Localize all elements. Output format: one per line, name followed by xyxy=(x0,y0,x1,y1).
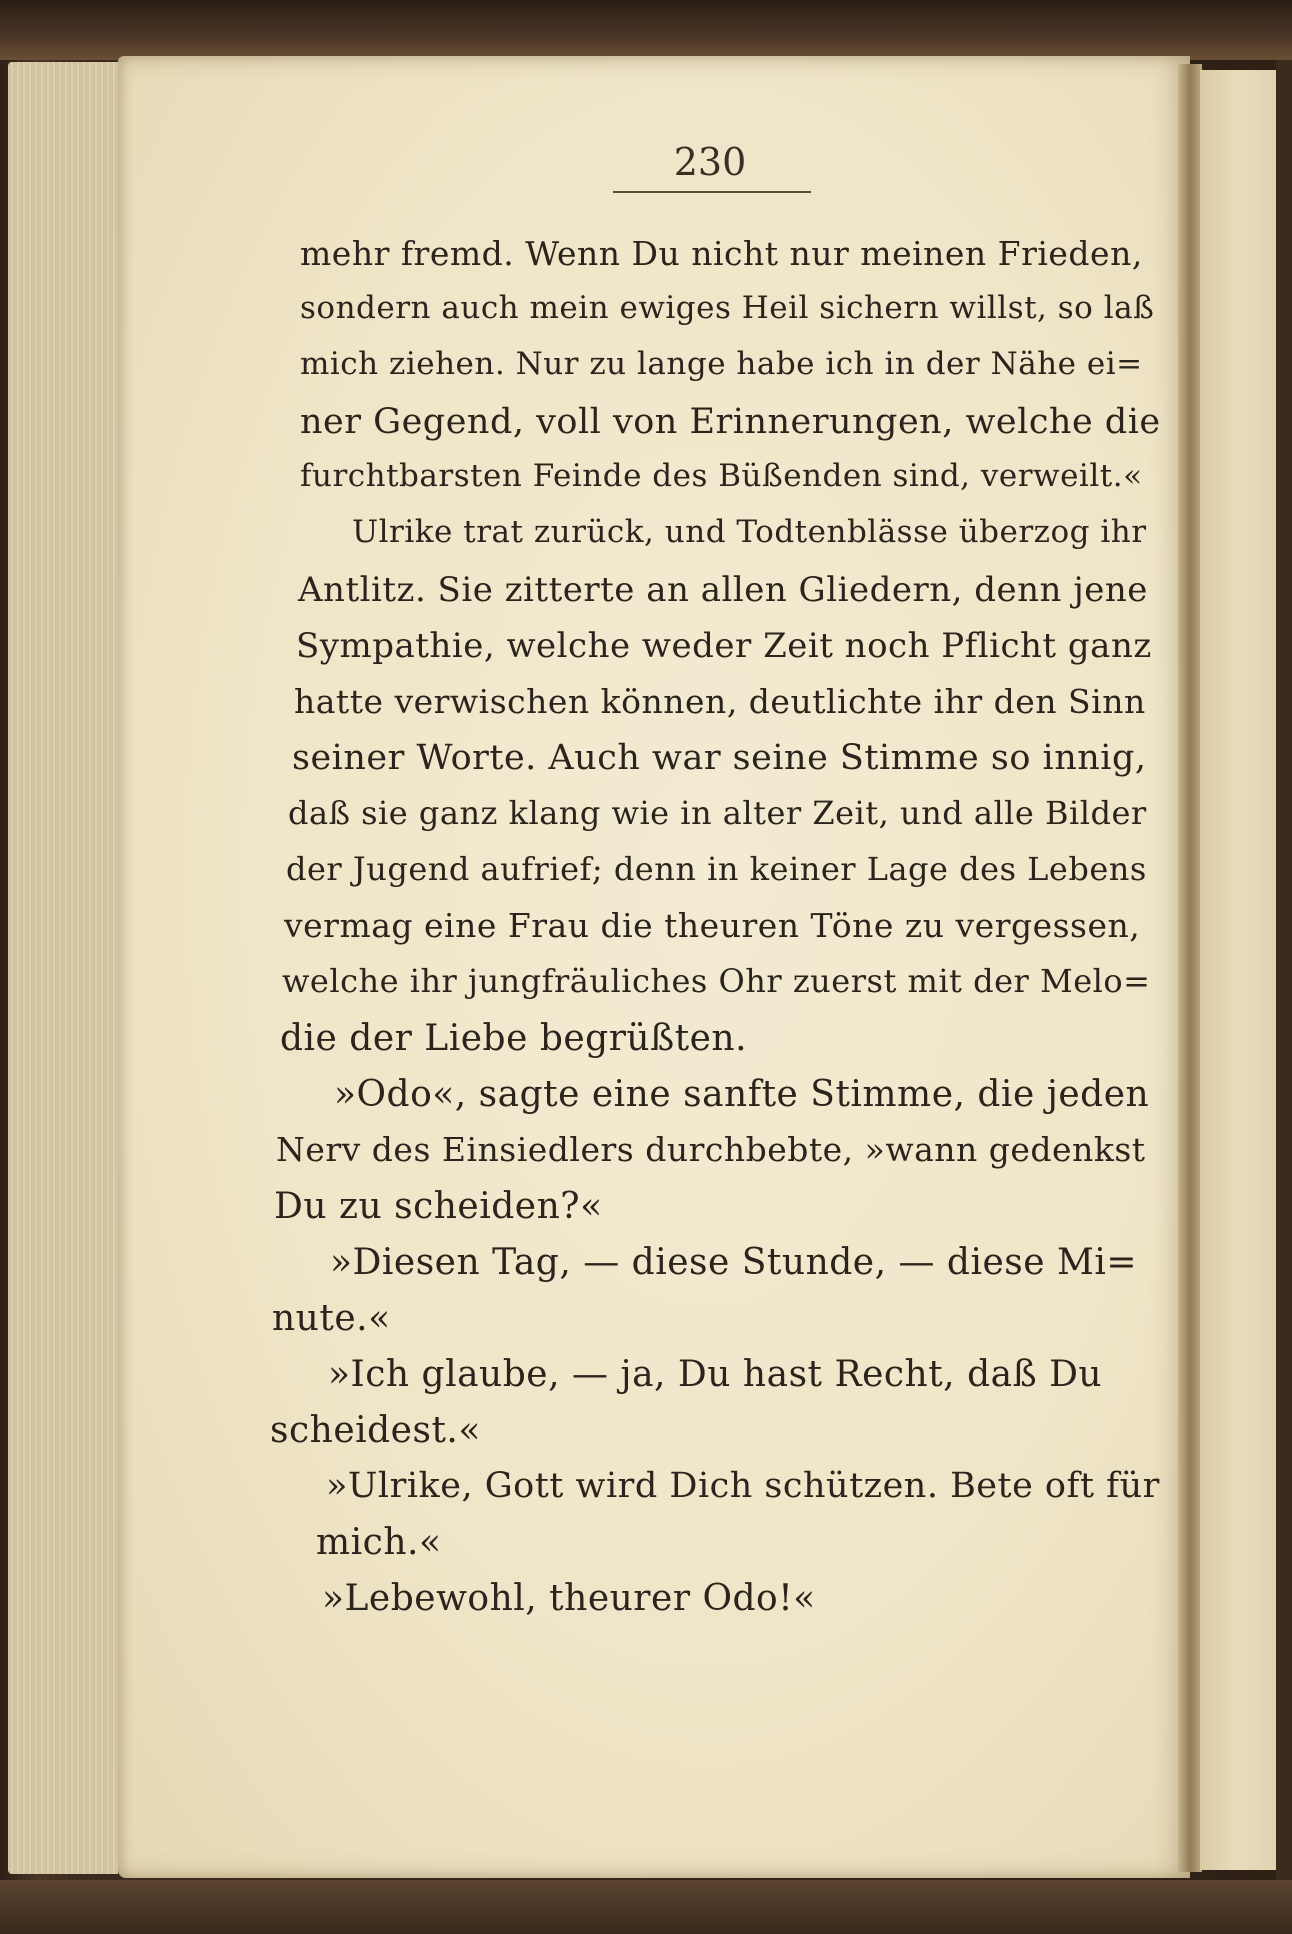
text-line: der Jugend aufrief; denn in keiner Lage des Lebens xyxy=(286,850,1147,888)
text-line: »Lebewohl, theurer Odo!« xyxy=(322,1578,816,1619)
text-line: sondern auch mein ewiges Heil sichern willst, so laß xyxy=(300,290,1155,326)
text-line: mich ziehen. Nur zu lange habe ich in der Nähe ei= xyxy=(300,346,1143,382)
text-line: Nerv des Einsiedlers durchbebte, »wann gedenkst xyxy=(276,1130,1146,1169)
text-line: mehr fremd. Wenn Du nicht nur meinen Frieden, xyxy=(300,234,1143,273)
text-line: Sympathie, welche weder Zeit noch Pflicht ganz xyxy=(296,626,1152,666)
text-line: Antlitz. Sie zitterte an allen Gliedern, denn jene xyxy=(298,570,1148,610)
text-line: »Odo«, sagte eine sanfte Stimme, die jeden xyxy=(334,1074,1150,1115)
text-line: mich.« xyxy=(316,1522,442,1563)
text-line: scheidest.« xyxy=(270,1410,481,1451)
page-number: 230 xyxy=(673,140,747,184)
text-line: ner Gegend, voll von Erinnerungen, welche die xyxy=(300,402,1161,442)
text-line: welche ihr jungfräuliches Ohr zuerst mit der Melo= xyxy=(282,962,1151,1000)
text-line: furchtbarsten Feinde des Büßenden sind, verweilt.« xyxy=(300,458,1143,494)
text-line: hatte verwischen können, deutlichte ihr den Sinn xyxy=(294,682,1146,721)
text-line: vermag eine Frau die theuren Töne zu vergessen, xyxy=(284,906,1141,945)
text-line: seiner Worte. Auch war seine Stimme so innig, xyxy=(292,738,1147,778)
text-line: nute.« xyxy=(272,1298,391,1339)
text-line: Du zu scheiden?« xyxy=(274,1186,603,1227)
text-line: die der Liebe begrüßten. xyxy=(280,1018,748,1059)
text-line: Ulrike trat zurück, und Todtenblässe überzog ihr xyxy=(352,514,1147,550)
text-line: »Diesen Tag, — diese Stunde, — diese Mi= xyxy=(330,1242,1138,1283)
text-line: daß sie ganz klang wie in alter Zeit, und alle Bilder xyxy=(288,794,1147,832)
text-line: »Ulrike, Gott wird Dich schützen. Bete oft für xyxy=(326,1466,1160,1506)
text-line: »Ich glaube, — ja, Du hast Recht, daß Du xyxy=(328,1354,1103,1395)
